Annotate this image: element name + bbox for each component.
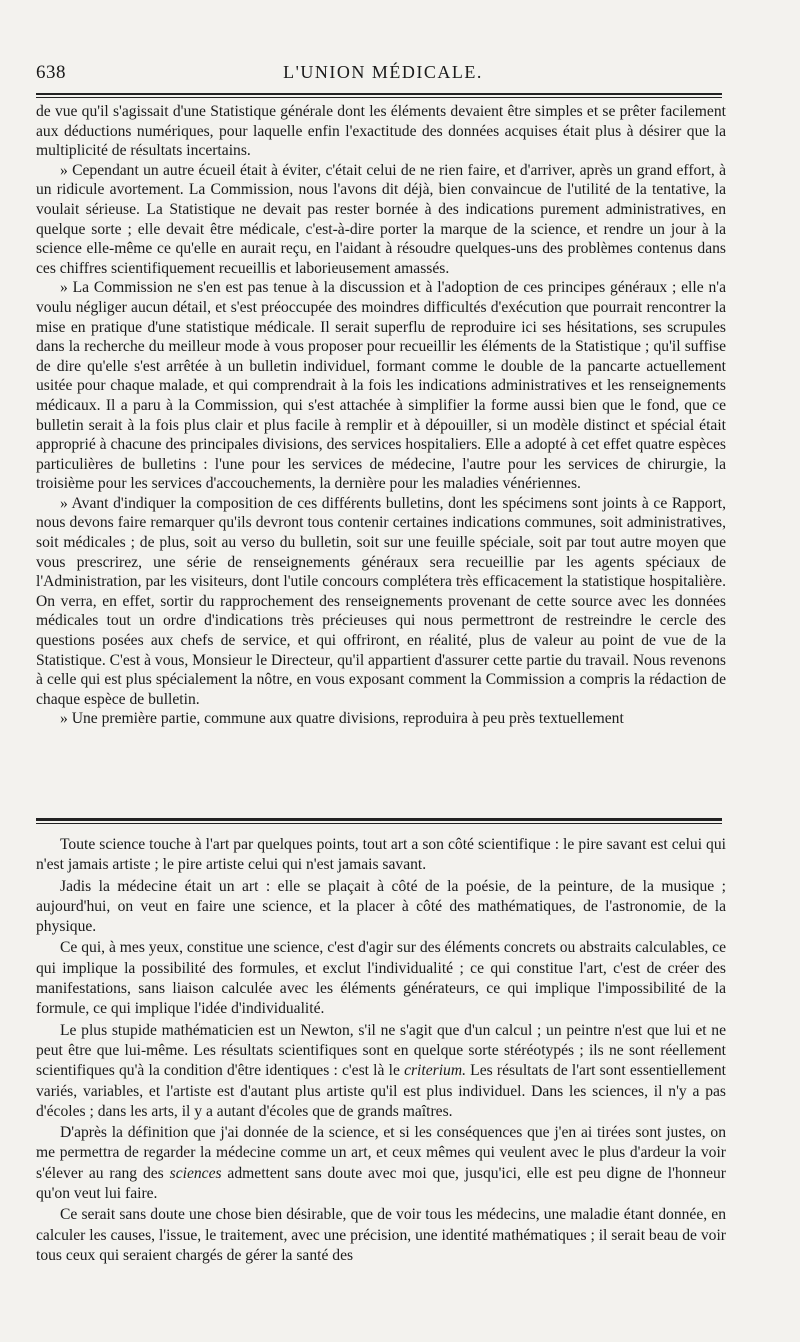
lower-paragraph: Ce qui, à mes yeux, constitue une science, c'est d'agir sur des éléments concrets ou abstraits calculables, ce qui implique la possibilité des formules, et exclut l'individualité ; ce qui constitue l'art, c'est de créer des manifestations, sans liaison calculée avec les éléments générateurs, ce qui implique l'impossibilité de la formule, ce qui implique l'idée d'individualité.	[36, 939, 726, 1018]
lower-paragraph-text: admettent sans doute avec moi que, jusqu'ici, elle est peu digne de l'honneur qu'on veut lui faire.	[36, 1164, 726, 1203]
header-rule-thin	[36, 97, 722, 98]
lower-paragraph: Jadis la médecine était un art : elle se plaçait à côté de la poésie, de la peinture, de la musique ; aujourd'hui, on veut en faire une science, et la placer à côté des mathématiques, de l'astronomie, de la physique.	[36, 877, 726, 936]
upper-paragraph: de vue qu'il s'agissait d'une Statistique générale dont les éléments devaient être simples et se prêter facilement aux déductions numériques, pour laquelle enfin l'exactitude des données acquises était plus à désirer que la multiplicité de résultats incertains.	[36, 103, 726, 160]
feuilleton-separator-rule	[36, 818, 722, 821]
lower-paragraph-text: Les résultats de l'art sont essentiellement variés, variables, et l'artiste est d'autant plus artiste qu'il est plus individuel. Dans les sciences, il n'y a pas d'écoles ; dans les arts, il y a autant d'écoles que de grands maîtres.	[36, 1062, 726, 1120]
upper-paragraph: » La Commission ne s'en est pas tenue à la discussion et à l'adoption de ces principes généraux ; elle n'a voulu négliger aucun détail, et s'est préoccupée des moindres difficultés d'exécution que pourrait rencontrer la mise en pratique d'une statistique médicale. Il serait superflu de reproduire ici ses hésitations, ses scrupules dans la recherche du meilleur mode à vous proposer pour recueillir les éléments de la Statistique ; qu'il suffise de dire qu'elle s'est arrêtée à un bulletin individuel, formant comme le double de la pancarte actuellement usitée pour chaque malade, et qui comprendrait à la fois les indications administratives et les renseignements médicaux. Il a paru à la Commission, qui s'est attachée à simplifier la forme aussi bien que le fond, que ce bulletin serait à la fois plus clair et plus facile à remplir et à dépouiller, si un modèle distinct et spécial était approprié à chacune des principales divisions, des services hospitaliers. Elle a adopté à cet effet quatre espèces particulières de bulletins : l'une pour les services de médecine, l'autre pour les services de chirurgie, la troisième pour les services d'accouchements, la dernière pour les maladies vénériennes.	[36, 279, 726, 493]
running-title: L'UNION MÉDICALE.	[283, 62, 483, 82]
lower-paragraph: Ce serait sans doute une chose bien désirable, que de voir tous les médecins, une maladie étant donnée, en calculer les causes, l'issue, le traitement, avec une précision, une identité mathématiques ; il serait beau de voir tous ceux qui seraient chargés de gérer la santé des	[36, 1206, 726, 1264]
header-rule	[36, 93, 722, 95]
italic-term-sciences: sciences	[169, 1164, 222, 1182]
upper-text-column	[36, 102, 726, 729]
italic-term-criterium: criterium.	[404, 1062, 466, 1080]
lower-paragraph	[36, 1123, 726, 1204]
lower-paragraph	[36, 1021, 726, 1122]
feuilleton-separator-rule-thin	[36, 823, 722, 824]
lower-paragraph-text: Le plus stupide mathématicien est un Newton, s'il ne s'agit que d'un calcul ; un peintre n'est que lui et ne peut être que lui-même. Les résultats scientifiques sont en quelque sorte stéréotypés ; ils ne sont réellement scientifiques qu'à la condition d'être identiques : c'est là le	[36, 1021, 726, 1080]
lower-paragraph-text: D'après la définition que j'ai donnée de la science, et si les conséquences que j'en ai tirées sont justes, on me permettra de regarder la médecine comme un art, et ceux mêmes qui veulent avec le plus d'ardeur la voir s'élever au rang des	[36, 1124, 726, 1182]
lower-paragraph: Toute science touche à l'art par quelques points, tout art a son côté scientifique : le pire savant est celui qui n'est jamais artiste ; le pire artiste celui qui n'est jamais savant.	[36, 836, 726, 874]
page-number: 638	[36, 62, 66, 83]
upper-paragraph: » Une première partie, commune aux quatre divisions, reproduira à peu près textuellement	[60, 710, 624, 728]
page-header	[36, 62, 730, 88]
lower-text-column	[36, 835, 726, 1266]
upper-paragraph: » Cependant un autre écueil était à éviter, c'était celui de ne rien faire, et d'arriver, après un grand effort, à un ridicule avortement. La Commission, nous l'avons dit déjà, bien convaincue de l'utilité de la tentative, la voulait sérieuse. La Statistique ne devait pas rester bornée à des indications purement administratives, en quelque sorte ; elle devait être médicale, c'est-à-dire porter la marque de la science, et rendre un jour à la science elle-même ce qu'elle en aurait reçu, en l'aidant à résoudre quelques-uns des problèmes contenus dans ces chiffres scientifiquement recueillis et laborieusement amassés.	[36, 161, 726, 277]
upper-paragraph: » Avant d'indiquer la composition de ces différents bulletins, dont les spécimens sont joints à ce Rapport, nous devons faire remarquer qu'ils devront tous contenir certaines indications communes, soit administratives, soit médicales ; de plus, soit au verso du bulletin, soit sur une feuille spéciale, soit par tout autre moyen que vous prescrirez, une série de renseignements généraux sera recueillie par les agents spéciaux de l'Administration, par les visiteurs, dont l'utile concours complétera très efficacement la statistique hospitalière. On verra, en effet, sortir du rapprochement des renseignements provenant de cette source avec les données médicales tout un ordre d'indications très précieuses qui nous permettront de restreindre le cercle des questions posées aux chefs de service, et qui offriront, en réalité, plus de valeur au point de vue de la Statistique. C'est à vous, Monsieur le Directeur, qu'il appartient d'assurer cette partie du travail. Nous revenons à celle qui est plus spécialement la nôtre, en vous exposant comment la Commission a compris la rédaction de chaque espèce de bulletin.	[36, 494, 726, 708]
